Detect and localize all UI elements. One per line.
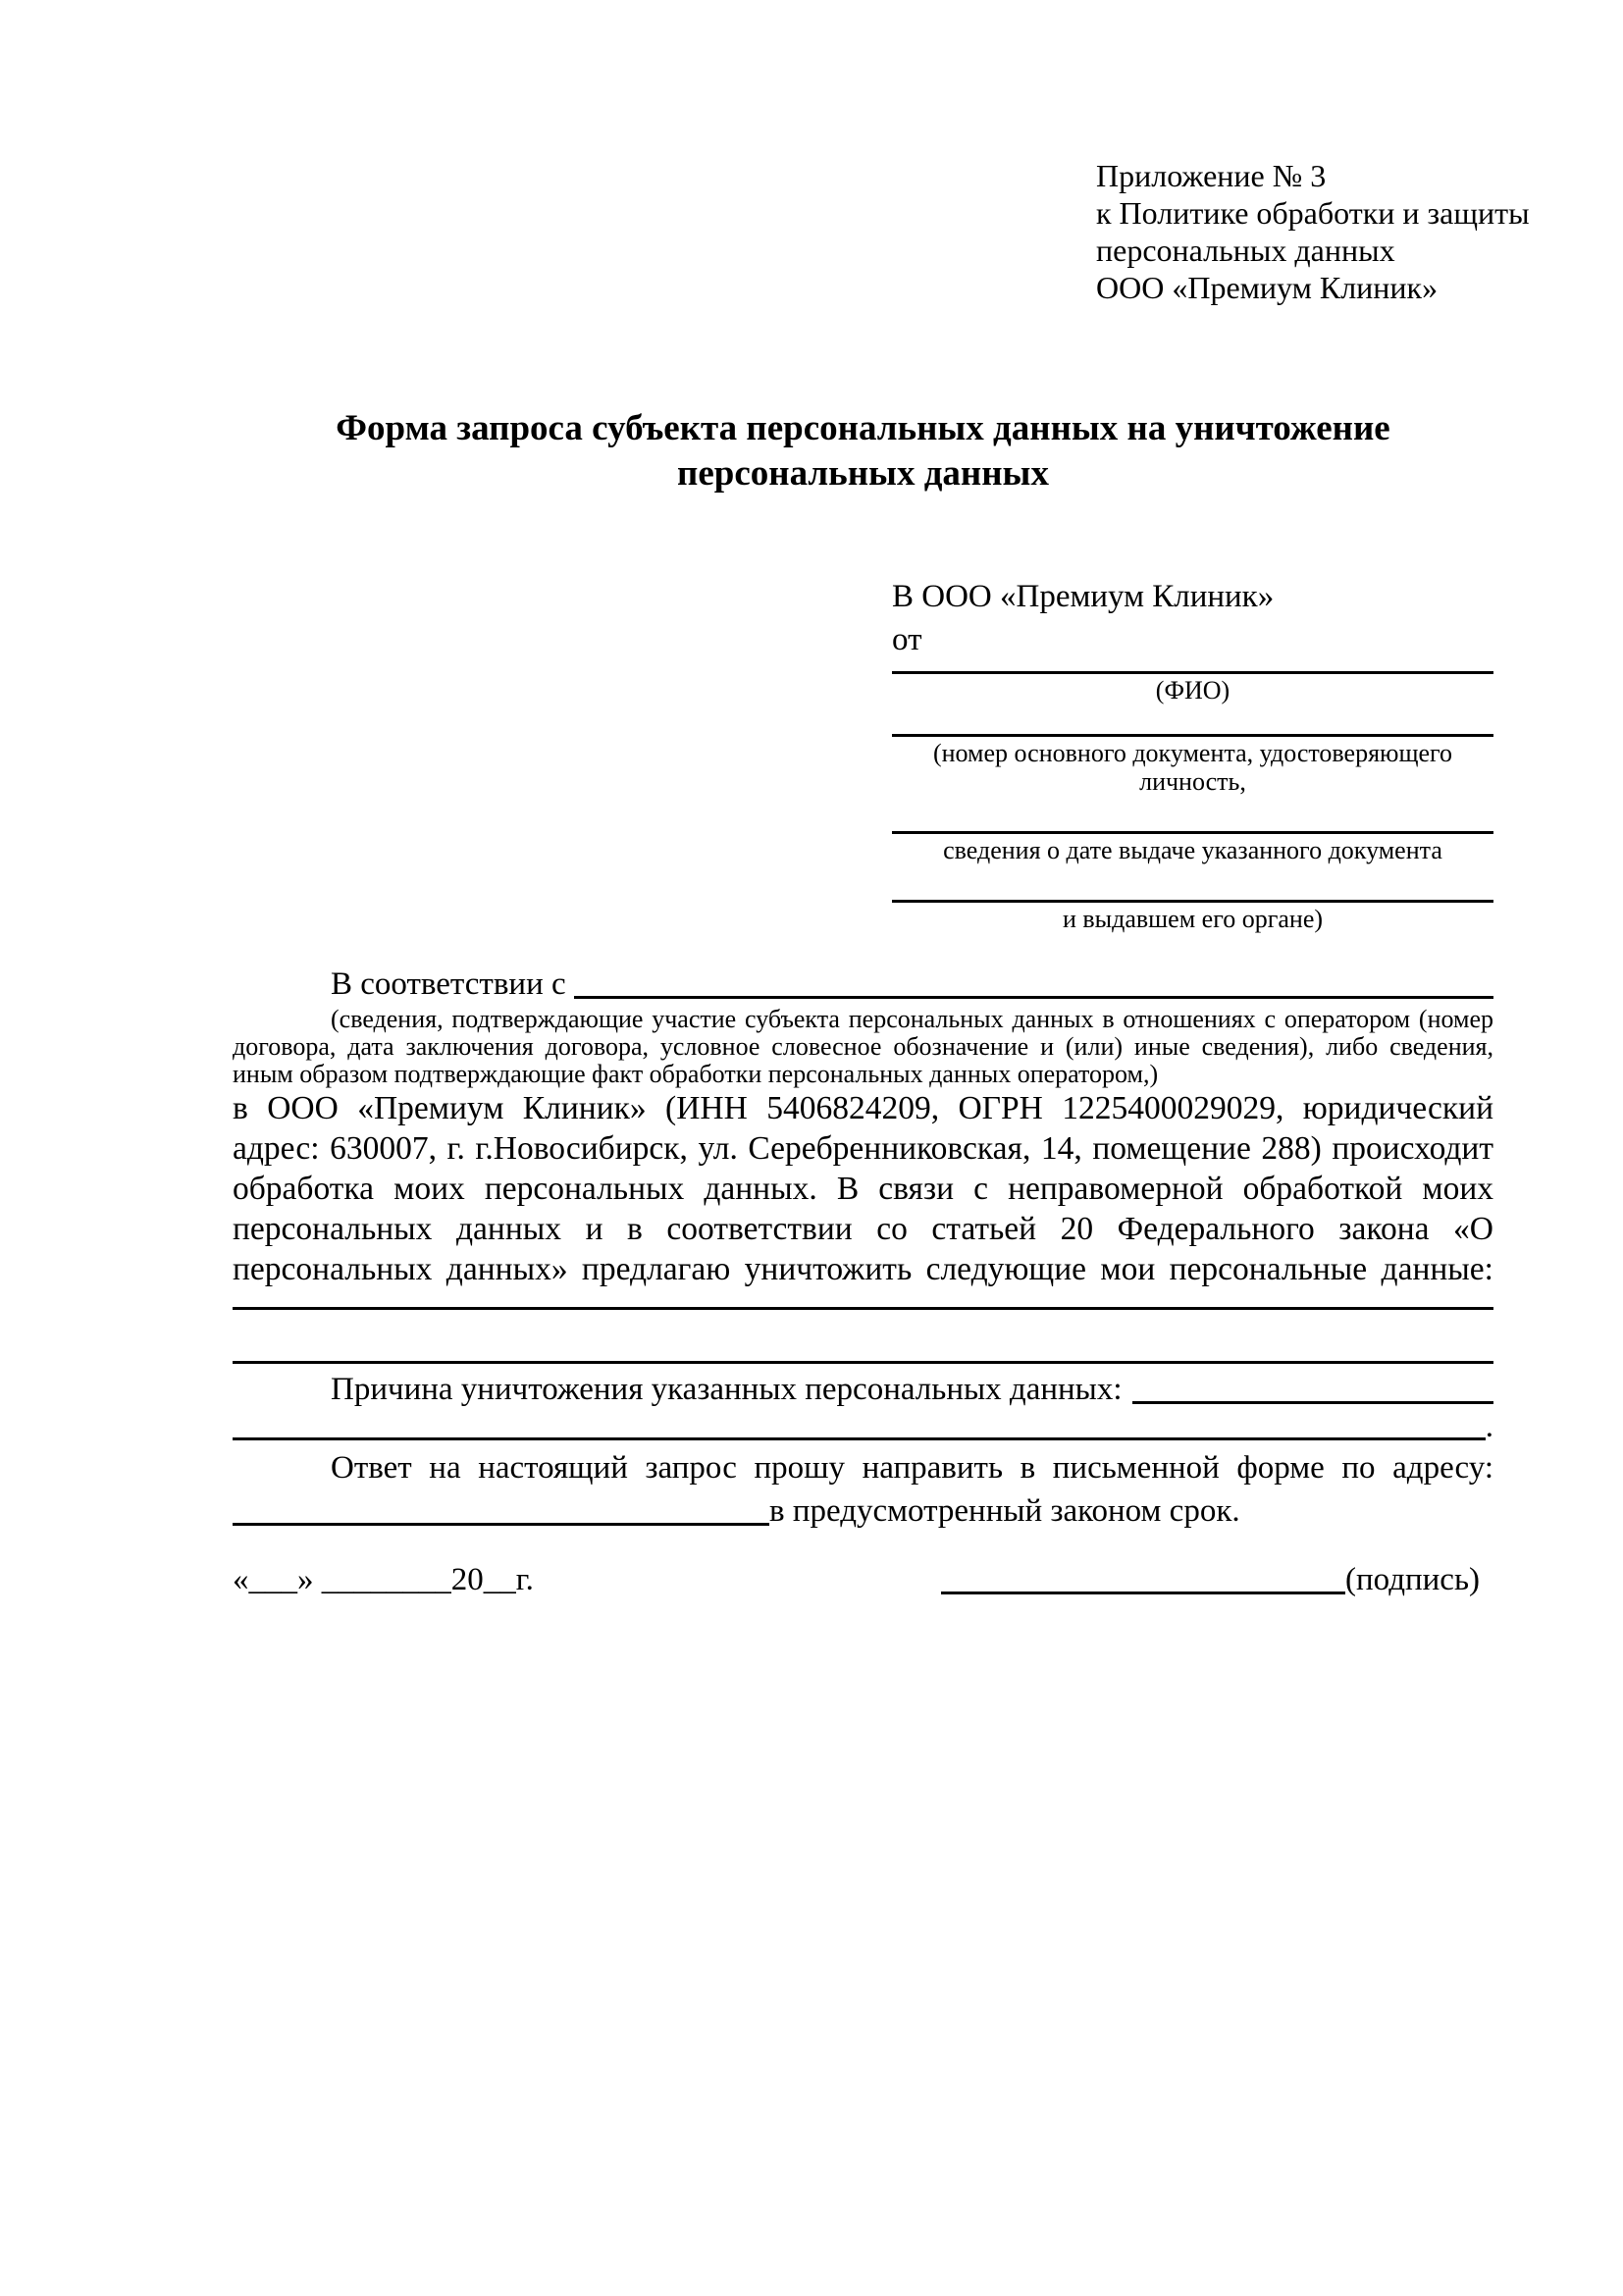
period-text: . (1485, 1409, 1493, 1444)
appendix-header (1096, 157, 1530, 306)
date-placeholder: «___» ________20__г. (233, 1562, 534, 1597)
personal-data-field-line-2 (233, 1310, 1493, 1364)
appendix-line: к Политике обработки и защиты (1096, 195, 1530, 231)
accordance-row (233, 963, 1493, 1006)
appendix-line: Приложение № 3 (1096, 158, 1327, 193)
addressee-org: В ООО «Премиум Клиник» (892, 579, 1275, 614)
addressee-block (892, 575, 1493, 933)
date-signature-row (233, 1558, 1493, 1601)
personal-data-field-line-1 (233, 1289, 1493, 1310)
addressee-from-label: от (892, 622, 922, 657)
reason-field-line-2 (233, 1411, 1486, 1440)
id-document-caption: (номер основного документа, удостоверяющего личность, (932, 739, 1453, 796)
accordance-field-line (574, 963, 1493, 999)
issuing-authority-field-line (892, 864, 1493, 903)
reason-field-line (1132, 1368, 1493, 1404)
form-title-line-2: персональных данных (677, 453, 1049, 494)
accordance-footnote: (сведения, подтверждающие участие субъекта персональных данных в отношениях с оператором (номер договора, дата заключения договора, условное словесное обозначение и (или) иные сведения), либо сведения, иным образом подтверждающие факт обработки персональных данных оператором,) (233, 1005, 1493, 1088)
response-paragraph: Ответ на настоящий запрос прошу направить в письменной форме по адресу: (331, 1450, 1493, 1486)
issuing-authority-caption: и выдавшем его органе) (1062, 905, 1324, 933)
issue-date-field-line (892, 796, 1493, 834)
form-title (233, 406, 1493, 496)
form-title-line-1: Форма запроса субъекта персональных данных на уничтожение (336, 408, 1390, 448)
appendix-line: персональных данных (1096, 233, 1395, 268)
response-tail-row (233, 1489, 1493, 1533)
page-content (233, 0, 1530, 1601)
footer-spacer (534, 1558, 941, 1601)
signature-caption: (подпись) (1345, 1562, 1480, 1597)
id-document-field-line (892, 704, 1493, 737)
fio-caption: (ФИО) (1155, 676, 1230, 704)
signature-field-line (941, 1558, 1345, 1594)
reason-label: Причина уничтожения указанных персональных данных: (331, 1372, 1123, 1407)
appendix-line: ООО «Премиум Клиник» (1096, 270, 1439, 305)
address-field-line (233, 1489, 769, 1526)
reason-field-line-2-row (233, 1411, 1493, 1442)
fio-field-line (892, 661, 1493, 674)
request-paragraph: в ООО «Премиум Клиник» (ИНН 5406824209, ОГРН 1225400029029, юридический адрес: 630007, г. г.Новосибирск, ул. Серебренниковская, 14, помещение 288) происходит обработка моих персональных данных. В связи с неправомерной обработкой моих персональных данных и в соответствии со статьей 20 Федерального закона «О персональных данных» предлагаю уничтожить следующие мои персональные данные: (233, 1090, 1493, 1287)
issue-date-caption: сведения о дате выдаче указанного документа (943, 836, 1442, 864)
response-tail-text: в предусмотренный законом срок. (769, 1493, 1240, 1529)
accordance-label: В соответствии с (331, 966, 566, 1002)
reason-row (233, 1368, 1493, 1411)
